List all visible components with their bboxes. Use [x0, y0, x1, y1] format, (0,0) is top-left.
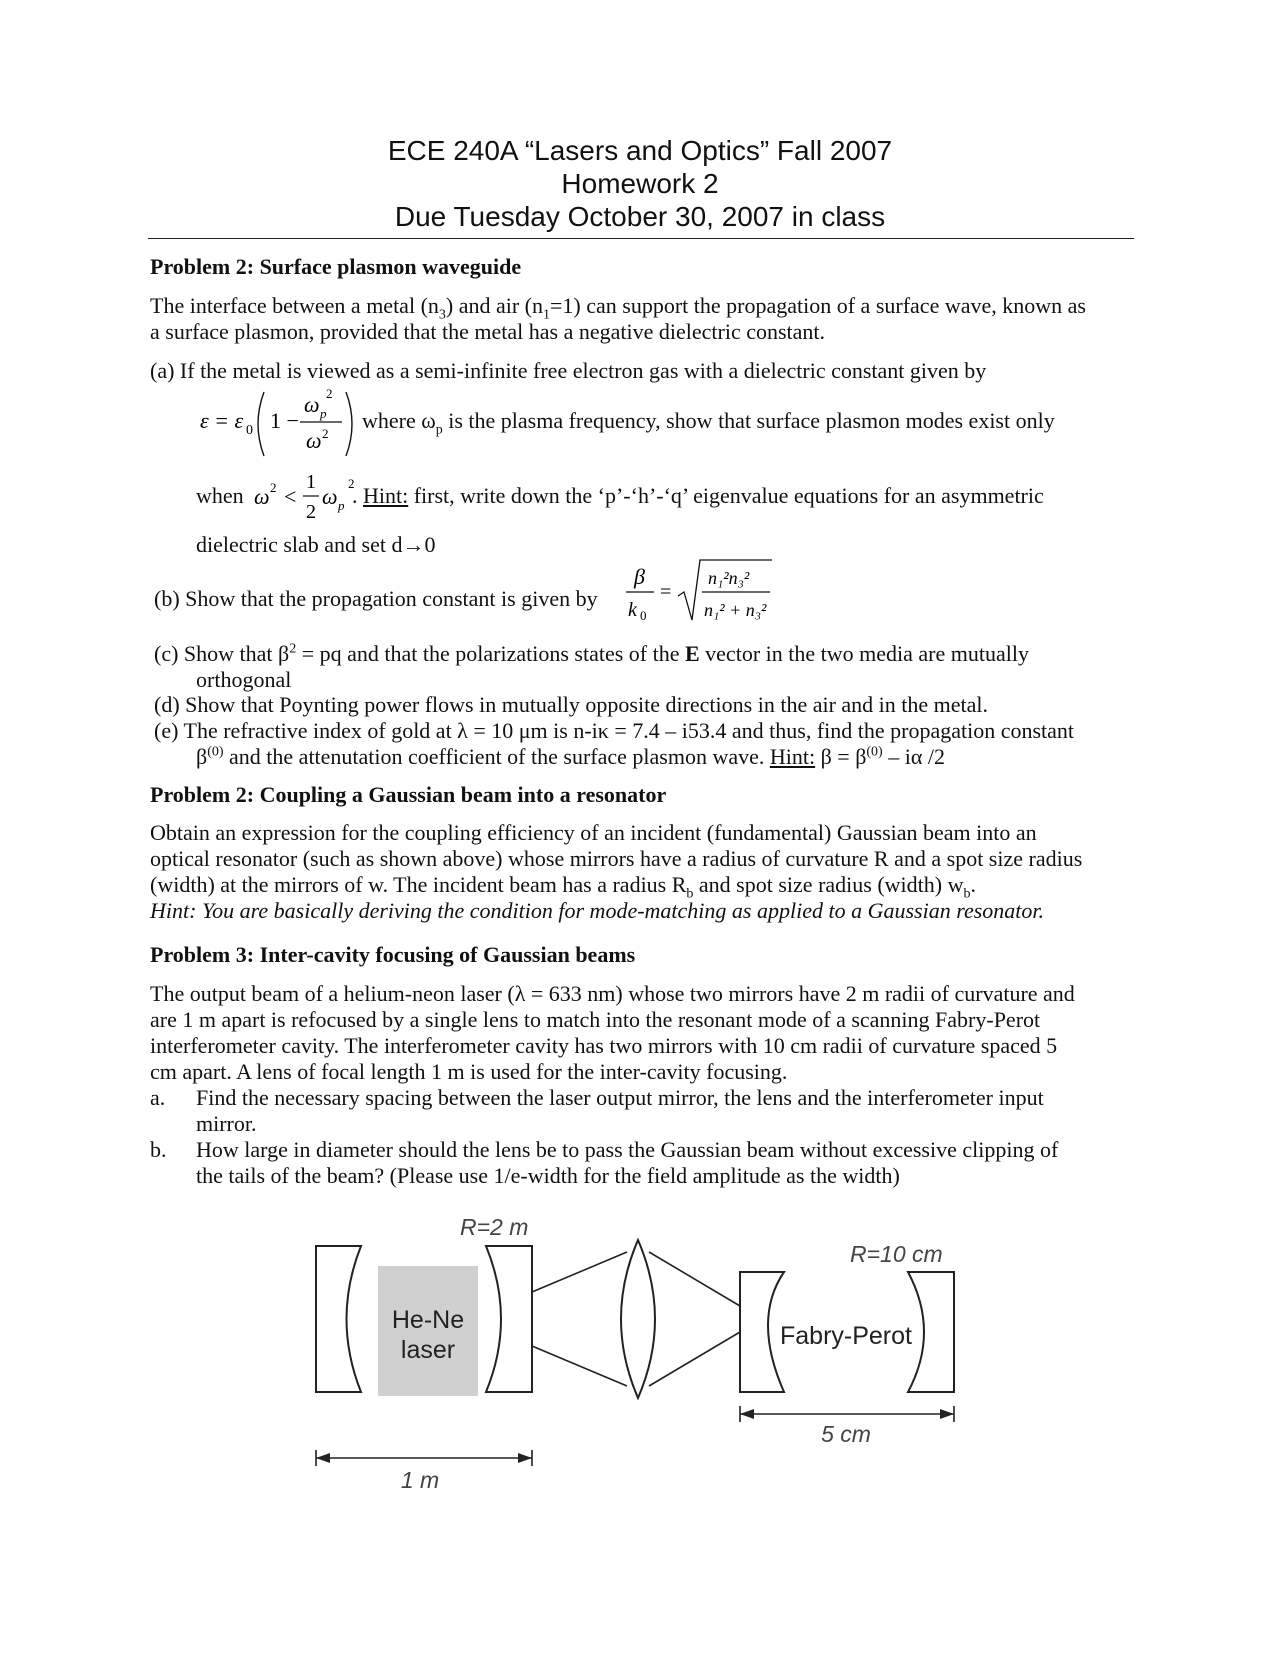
problem-1-intro-line1: The interface between a metal $(n_3)$ and air $(n_1=1)$ can support the propagation of a surface wave, known as	[150, 293, 1086, 323]
fp-mirror-radius-label: R=10 cm	[850, 1241, 943, 1267]
svg-text:2: 2	[306, 501, 316, 523]
svg-text:p: p	[338, 498, 345, 513]
svg-text:2: 2	[348, 476, 355, 491]
part-e-line2: $\beta^{(0)}$ and the attenutation coefficient of the surface plasmon wave. Hint: $\beta = \beta^{(0)} - i\alpha$ /2	[196, 744, 945, 769]
item-b-marker: b.	[150, 1137, 167, 1162]
beam-upper-to-fp	[649, 1252, 740, 1306]
item-a-line1: Find the necessary spacing between the laser output mirror, the lens and the interferometer input	[196, 1085, 1044, 1110]
problem-1-title: Problem 2: Surface plasmon waveguide	[150, 254, 522, 279]
fp-output-mirror	[908, 1272, 954, 1392]
problem-2-title: Problem 2: Coupling a Gaussian beam into a resonator	[150, 782, 667, 807]
svg-text:k: k	[628, 599, 637, 621]
beam-lower-to-fp	[649, 1332, 740, 1386]
part-d: (d) Show that Poynting power flows in mutually opposite directions in the air and in the metal.	[154, 692, 989, 717]
part-a-statement: (a) If the metal is viewed as a semi-infinite free electron gas with a dielectric constant given by	[150, 358, 987, 383]
fp-label: Fabry-Perot	[780, 1322, 912, 1350]
focusing-lens	[621, 1240, 655, 1398]
svg-text:β: β	[634, 564, 645, 589]
part-a-where: where $\omega_p$ is the plasma frequency, show that surface plasmon modes exist only	[362, 408, 1055, 438]
laser-label-1: He-Ne	[391, 1306, 465, 1334]
problem-3-title: Problem 3: Inter-cavity focusing of Gaussian beams	[150, 942, 636, 967]
part-a-slab: dielectric slab and set d→0	[196, 532, 436, 557]
beam-lower-to-lens	[532, 1346, 627, 1386]
optical-setup-diagram	[0, 1190, 1280, 1510]
svg-text:p: p	[320, 406, 327, 421]
part-a-when: when	[196, 483, 244, 508]
header-rule	[148, 238, 1134, 239]
svg-text:2: 2	[270, 480, 277, 495]
svg-text:2: 2	[326, 386, 333, 401]
svg-text:2: 2	[322, 426, 329, 441]
title-line: ECE 240A “Lasers and Optics” Fall 2007	[387, 135, 893, 166]
item-a-marker: a.	[150, 1085, 166, 1110]
dielectric-equation	[196, 384, 366, 464]
svg-text:ω: ω	[304, 392, 320, 417]
laser-output-mirror	[486, 1246, 532, 1392]
svg-text:<: <	[284, 484, 297, 509]
part-e-line1: (e) The refractive index of gold at λ = 10 μm is n-iκ = 7.4 – i53.4 and thus, find the propagation constant	[154, 718, 1075, 743]
svg-text:=: =	[660, 581, 672, 603]
fp-spacing-label: 5 cm	[821, 1421, 871, 1447]
svg-text:ω: ω	[306, 428, 322, 453]
laser-length-label: 1 m	[400, 1467, 440, 1493]
laser-mirror-radius-label: R=2 m	[460, 1214, 529, 1240]
problem-2-line2: optical resonator (such as shown above) whose mirrors have a radius of curvature R and a spot size radius	[150, 846, 1083, 871]
laser-left-mirror	[316, 1246, 361, 1392]
item-a-line2: mirror.	[196, 1111, 257, 1136]
fp-input-mirror	[740, 1272, 784, 1392]
problem-2-line3: (width) at the mirrors of w. The incident beam has a radius $R_b$ and spot size radius (width) $w_b$.	[150, 872, 976, 902]
problem-3-line1: The output beam of a helium-neon laser (λ = 633 nm) whose two mirrors have 2 m radii of curvature and	[150, 981, 1075, 1006]
item-b-line2: the tails of the beam? (Please use 1/e-width for the field amplitude as the width)	[196, 1163, 900, 1188]
beam-upper-to-lens	[532, 1252, 627, 1292]
problem-2-line1: Obtain an expression for the coupling efficiency of an incident (fundamental) Gaussian beam into an	[150, 820, 1037, 845]
problem-2-hint: Hint: You are basically deriving the condition for mode-matching as applied to a Gaussian resonator.	[150, 898, 1045, 923]
problem-1-intro-line2: a surface plasmon, provided that the metal has a negative dielectric constant.	[150, 319, 826, 344]
svg-text:0: 0	[640, 608, 647, 623]
svg-text:n₁²n₃²: n₁²n₃²	[708, 568, 750, 588]
svg-text:0: 0	[246, 423, 253, 438]
subtitle-homework: Homework 2	[561, 168, 719, 199]
part-c-line1: (c) Show that $\beta^2$ = pq and that the polarizations states of the E vector in the two media are mutually	[154, 641, 1029, 666]
part-c-line2: orthogonal	[196, 667, 292, 692]
problem-3-line3: interferometer cavity. The interferometer cavity has two mirrors with 10 cm radii of curvature spaced 5	[150, 1033, 1058, 1058]
svg-text:n₁² + n₃²: n₁² + n₃²	[704, 600, 767, 620]
propagation-constant-equation	[622, 556, 782, 630]
svg-text:1 −: 1 −	[270, 408, 299, 433]
problem-3-line2: are 1 m apart is refocused by a single lens to match into the resonant mode of a scanning Fabry-Perot	[150, 1007, 1041, 1032]
laser-label-2: laser	[400, 1336, 456, 1364]
svg-text:ω: ω	[322, 484, 338, 509]
svg-text:ω: ω	[254, 484, 270, 509]
problem-3-line4: cm apart. A lens of focal length 1 m is used for the inter-cavity focusing.	[150, 1059, 788, 1084]
item-b-line1: How large in diameter should the lens be to pass the Gaussian beam without excessive clipping of	[196, 1137, 1059, 1162]
part-b-statement: (b) Show that the propagation constant is given by	[154, 586, 598, 611]
svg-text:1: 1	[306, 471, 316, 493]
due-date: Due Tuesday October 30, 2007 in class	[394, 201, 886, 232]
part-a-hint: . Hint: first, write down the ‘p’-‘h’-‘q’ eigenvalue equations for an asymmetric	[352, 483, 1044, 508]
svg-text:ε = ε: ε = ε	[200, 408, 244, 433]
